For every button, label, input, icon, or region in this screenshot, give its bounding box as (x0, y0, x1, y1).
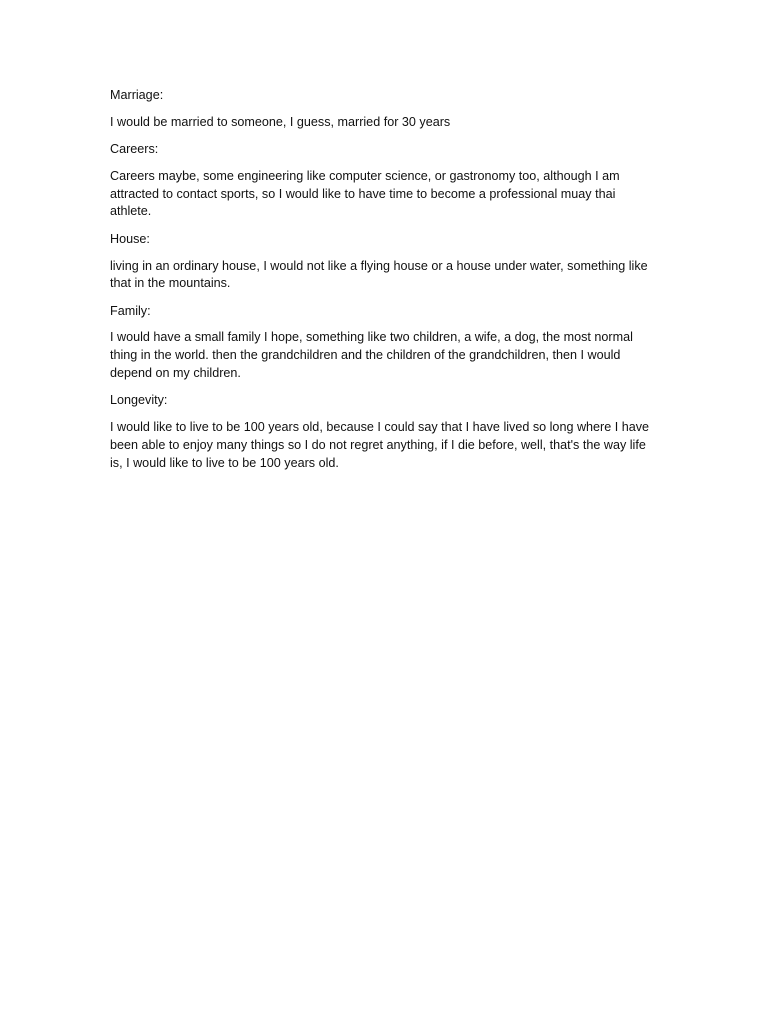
section-heading-marriage: Marriage: (110, 88, 164, 102)
section-text-careers: Careers maybe, some engineering like computer science, or gastronomy too, although I am attracted to contact sports, so I would like to have time to become a professional muay thai athlete. (110, 168, 620, 219)
section-text-marriage: I would be married to someone, I guess, married for 30 years (110, 114, 451, 129)
section-longevity (110, 392, 658, 472)
section-text-house: living in an ordinary house, I would not like a flying house or a house under water, something like that in the mountains. (110, 258, 648, 291)
section-heading-family: Family: (110, 303, 151, 318)
section-marriage (110, 87, 658, 132)
section-careers (110, 141, 658, 221)
section-family (110, 303, 658, 383)
section-text-family: I would have a small family I hope, something like two children, a wife, a dog, the most normal thing in the world. then the grandchildren and the children of the grandchildren, then I would depend on my children. (110, 330, 633, 381)
section-heading-longevity: Longevity: (110, 393, 168, 408)
section-heading-careers: Careers: (110, 142, 159, 157)
section-text-longevity: I would like to live to be 100 years old, because I could say that I have lived so long where I have been able to enjoy many things so I do not regret anything, if I die before, well, that's the way life is, I would like to live to be 100 years old. (110, 420, 650, 470)
document-page (110, 87, 658, 482)
section-house (110, 231, 658, 293)
section-heading-house: House: (110, 231, 150, 246)
